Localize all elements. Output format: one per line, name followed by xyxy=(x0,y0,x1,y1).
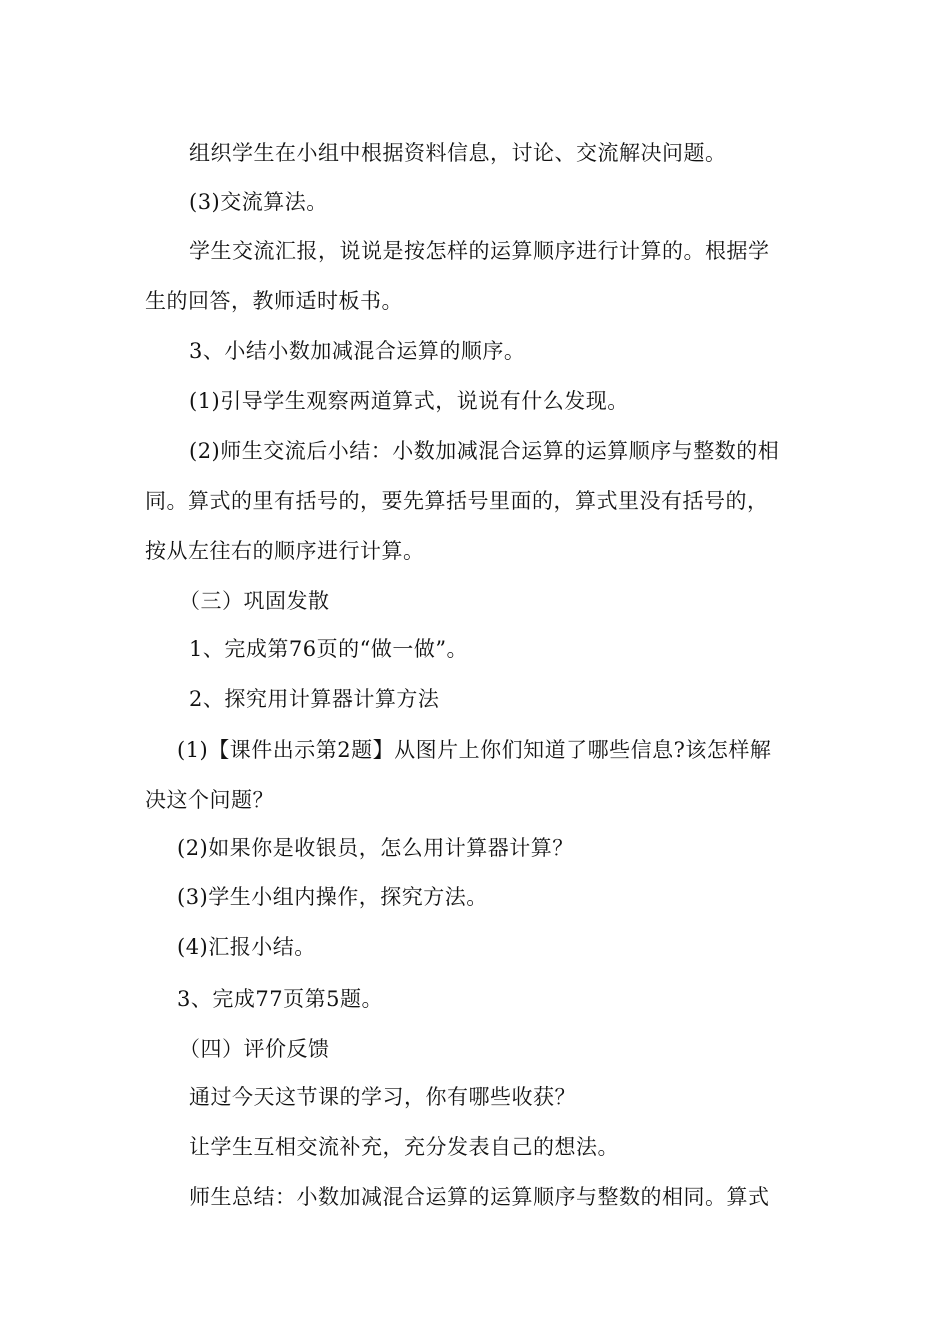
text-line: (1)引导学生观察两道算式，说说有什么发现。 xyxy=(189,389,629,413)
text-line: 师生总结：小数加减混合运算的运算顺序与整数的相同。算式 xyxy=(189,1185,770,1209)
text-line: 决这个问题？ xyxy=(145,788,274,812)
text-line: 让学生互相交流补充，充分发表自己的想法。 xyxy=(189,1135,619,1159)
text-line: 通过今天这节课的学习，你有哪些收获？ xyxy=(189,1085,576,1109)
text-line: (2)师生交流后小结：小数加减混合运算的运算顺序与整数的相 xyxy=(189,439,780,463)
text-line: (1)【课件出示第2题】从图片上你们知道了哪些信息?该怎样解 xyxy=(177,738,772,762)
section-heading: （四）评价反馈 xyxy=(179,1037,330,1061)
text-line: 3、完成77页第5题。 xyxy=(177,987,383,1011)
text-line: (3)交流算法。 xyxy=(189,190,328,214)
text-line: 按从左往右的顺序进行计算。 xyxy=(145,539,425,563)
text-line: 组织学生在小组中根据资料信息，讨论、交流解决问题。 xyxy=(189,141,727,165)
text-line: 生的回答，教师适时板书。 xyxy=(145,289,403,313)
text-line: 同。算式的里有括号的，要先算括号里面的，算式里没有括号的， xyxy=(145,489,769,513)
text-line: 1、完成第76页的“做一做”。 xyxy=(189,637,469,661)
text-line: (3)学生小组内操作，探究方法。 xyxy=(177,885,488,909)
section-heading: （三）巩固发散 xyxy=(179,589,330,613)
text-line: (4)汇报小结。 xyxy=(177,935,316,959)
text-line: 3、小结小数加减混合运算的顺序。 xyxy=(189,339,526,363)
text-line: (2)如果你是收银员，怎么用计算器计算？ xyxy=(177,836,574,860)
text-line: 学生交流汇报，说说是按怎样的运算顺序进行计算的。根据学 xyxy=(189,239,770,263)
text-line: 2、探究用计算器计算方法 xyxy=(189,687,440,711)
